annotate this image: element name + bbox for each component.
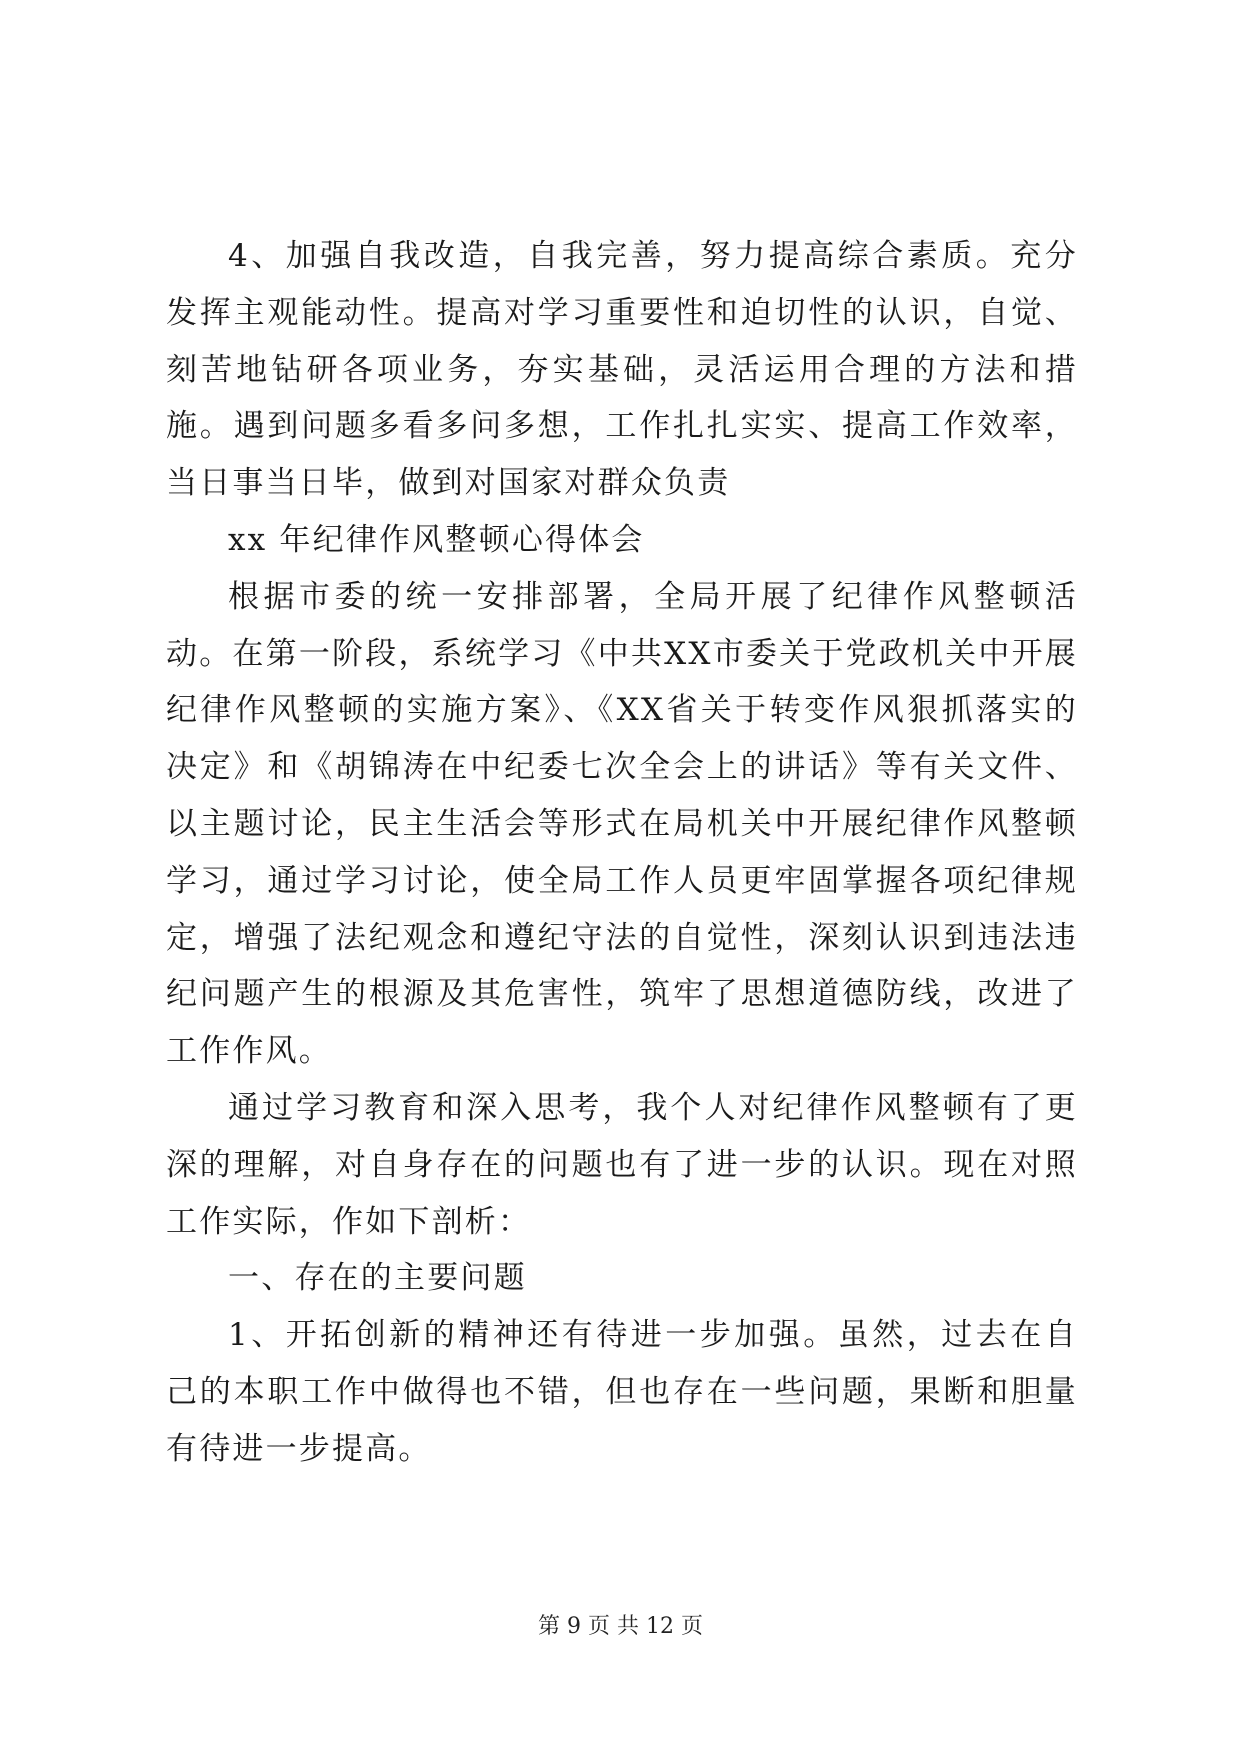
paragraph-reflection: 通过学习教育和深入思考，我个人对纪律作风整顿有了更深的理解，对自身存在的问题也有了进一步的认识。现在对照工作实际，作如下剖析： [166, 1089, 1078, 1240]
section-title: xx 年纪律作风整顿心得体会 [228, 521, 645, 558]
page-number-footer: 第 9 页 共 12 页 [538, 1614, 703, 1639]
subheading-main-problems: 一、存在的主要问题 [228, 1260, 527, 1297]
paragraph-intro: 根据市委的统一安排部署，全局开展了纪律作风整顿活动。在第一阶段，系统学习《中共XX市委关于党政机关中开展纪律作风整顿的实施方案》、《XX省关于转变作风狠抓落实的决定》和《胡锦涛在中纪委七次全会上的讲话》等有关文件、以主题讨论，民主生活会等形式在局机关中开展纪律作风整顿学习，通过学习讨论，使全局工作人员更牢固掌握各项纪律规定，增强了法纪观念和遵纪守法的自觉性，深刻认识到违法违纪问题产生的根源及其危害性，筑牢了思想道德防线，改进了工作作风。 [166, 578, 1078, 1070]
paragraph-problem-1: 1、开拓创新的精神还有待进一步加强。虽然，过去在自己的本职工作中做得也不错，但也存在一些问题，果断和胆量有待进一步提高。 [166, 1317, 1078, 1467]
paragraph-item-4: 4、加强自我改造，自我完善，努力提高综合素质。充分发挥主观能动性。提高对学习重要性和迫切性的认识，自觉、刻苦地钻研各项业务，夯实基础，灵活运用合理的方法和措施。遇到问题多看多问多想，工作扎扎实实、提高工作效率，当日事当日毕，做到对国家对群众负责 [166, 238, 1078, 502]
document-body [166, 228, 1078, 1478]
